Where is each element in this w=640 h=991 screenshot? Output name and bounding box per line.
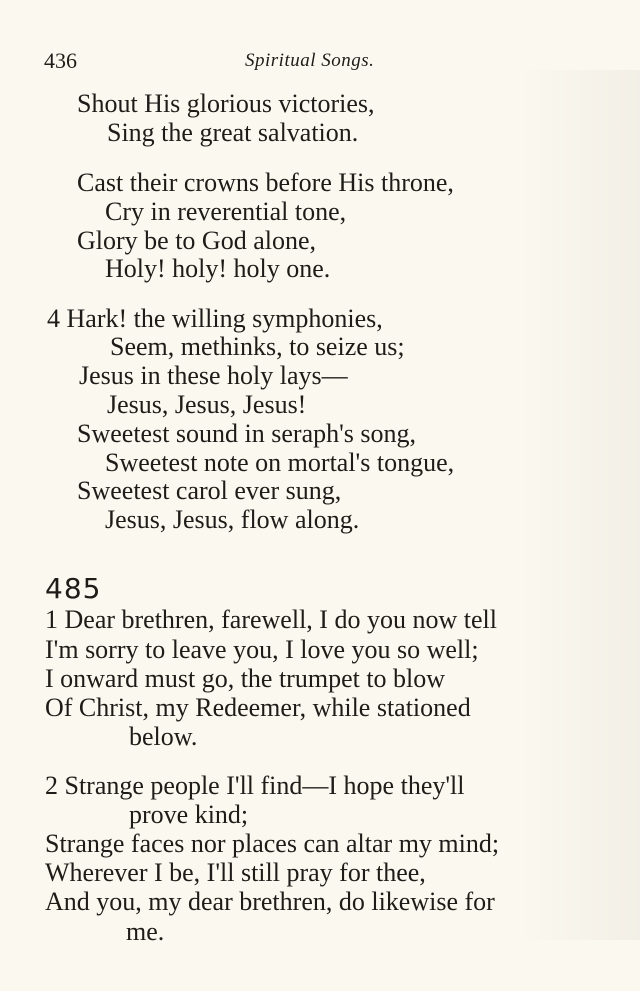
show-through-shading xyxy=(520,70,640,940)
running-title: Spiritual Songs. xyxy=(245,50,375,71)
verse-line: below. xyxy=(129,722,198,751)
verse-line: 2 Strange people I'll find—I hope they'll xyxy=(45,771,465,800)
verse-line: Glory be to God alone, xyxy=(77,226,317,255)
verse-line: 4 Hark! the willing symphonies, xyxy=(47,304,383,333)
verse-line: Strange faces nor places can altar my mind; xyxy=(45,829,500,858)
verse-line: prove kind; xyxy=(129,800,249,829)
page-number: 436 xyxy=(44,48,77,73)
page-header xyxy=(0,48,640,78)
verse-line: Jesus, Jesus, flow along. xyxy=(105,505,360,534)
verse-line: 1 Dear brethren, farewell, I do you now tell xyxy=(45,605,497,634)
verse-line: Sweetest sound in seraph's song, xyxy=(77,419,417,448)
verse-line: Wherever I be, I'll still pray for thee, xyxy=(45,858,426,887)
verse-line: And you, my dear brethren, do likewise for xyxy=(45,887,495,916)
verse-line: I'm sorry to leave you, I love you so well; xyxy=(45,635,479,664)
verse-line: me. xyxy=(126,917,165,946)
verse-line: Shout His glorious victories, xyxy=(77,89,375,118)
hymn-number: 485 xyxy=(45,572,102,605)
verse-line: Sweetest carol ever sung, xyxy=(77,476,342,505)
verse-line: Jesus in these holy lays— xyxy=(79,361,348,390)
verse-line: Sweetest note on mortal's tongue, xyxy=(105,448,455,477)
verse-line: I onward must go, the trumpet to blow xyxy=(45,664,446,693)
verse-line: Cast their crowns before His throne, xyxy=(77,168,454,197)
verse-line: Jesus, Jesus, Jesus! xyxy=(107,390,307,419)
verse-line: Sing the great salvation. xyxy=(107,118,359,147)
verse-line: Seem, methinks, to seize us; xyxy=(110,332,405,361)
verse-line: Cry in reverential tone, xyxy=(105,197,347,226)
verse-line: Holy! holy! holy one. xyxy=(105,254,331,283)
verse-line: Of Christ, my Redeemer, while stationed xyxy=(45,693,471,722)
